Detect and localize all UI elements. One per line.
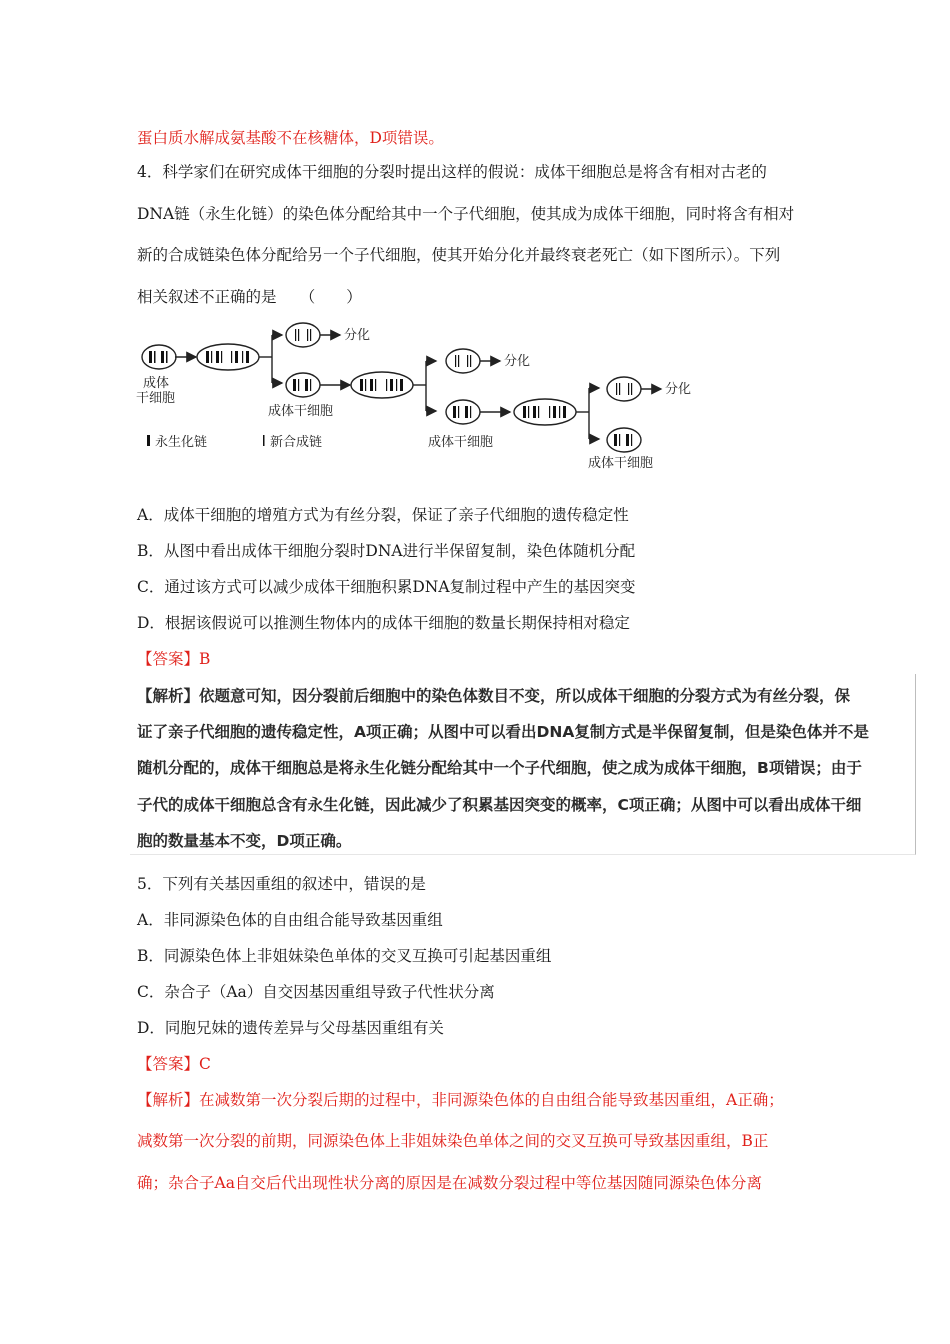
q5-option-b: B．同源染色体上非姐妹染色单体的交叉互换可引起基因重组: [137, 947, 552, 965]
answer-value: C: [199, 1055, 211, 1073]
stem-cell-oval: [142, 345, 176, 369]
label-differentiate: 分化: [665, 382, 692, 397]
q4-answer: [137, 648, 210, 670]
q5-analysis-line: 确；杂合子Aa自交后代出现性状分离的原因是在减数分裂过程中等位基因随同源染色体分离: [137, 1174, 762, 1192]
q4-option-b: B．从图中看出成体干细胞分裂时DNA进行半保留复制，染色体随机分配: [137, 542, 636, 560]
label-stem-cell: 干细胞: [136, 391, 176, 406]
label-stem-cell: 成体干细胞: [268, 404, 334, 419]
q5-option-d: D．同胞兄妹的遗传差异与父母基因重组有关: [137, 1019, 444, 1037]
q4-analysis-line: 随机分配的，成体干细胞总是将永生化链分配给其中一个子代细胞，使之成为成体干细胞，B项错误；由于: [137, 759, 862, 777]
q5-option-a: A．非同源染色体的自由组合能导致基因重组: [137, 911, 443, 929]
label-stem-cell: 成体干细胞: [588, 456, 654, 471]
q5-option-c: C．杂合子（Aa）自交因基因重组导致子代性状分离: [137, 983, 495, 1001]
q4-analysis-line: 胞的数量基本不变，D项正确。: [137, 832, 352, 850]
q4-option-d: D．根据该假说可以推测生物体内的成体干细胞的数量长期保持相对稳定: [137, 614, 630, 632]
q4-analysis-line: 证了亲子代细胞的遗传稳定性，A项正确；从图中可以看出DNA复制方式是半保留复制，但是染色体并不是: [137, 723, 869, 741]
q4-stem-line: 4．科学家们在研究成体干细胞的分裂时提出这样的假说：成体干细胞总是将含有相对古老的: [137, 163, 767, 181]
q5-stem: 5．下列有关基因重组的叙述中，错误的是: [137, 875, 426, 893]
stem-cell-oval: [446, 400, 480, 424]
legend-immortal-strand: 永生化链: [155, 435, 208, 450]
new-strand-legend-icon: [263, 435, 265, 446]
label-stem-cell: 成体干细胞: [428, 435, 494, 450]
label-differentiate: 分化: [504, 354, 531, 369]
q4-stem-line: 相关叙述不正确的是 （ ）: [137, 288, 362, 306]
q5-analysis-line: 【解析】在减数第一次分裂后期的过程中，非同源染色体的自由组合能导致基因重组，A正确；: [137, 1091, 784, 1109]
q4-analysis-line: 【解析】依题意可知，因分裂前后细胞中的染色体数目不变，所以成体干细胞的分裂方式为有丝分裂，保: [137, 687, 851, 705]
answer-label: 【答案】: [137, 650, 200, 668]
q5-analysis-line: 减数第一次分裂的前期，同源染色体上非姐妹染色单体之间的交叉互换可导致基因重组，B正: [137, 1132, 769, 1150]
answer-label: 【答案】: [137, 1055, 200, 1073]
legend-new-strand: 新合成链: [270, 435, 323, 450]
stem-cell-division-diagram: [130, 315, 710, 475]
differentiating-cell-oval: [286, 323, 320, 347]
differentiating-cell-oval: [607, 377, 641, 401]
q4-option-a: A．成体干细胞的增殖方式为有丝分裂，保证了亲子代细胞的遗传稳定性: [137, 506, 629, 524]
q4-stem-line: 新的合成链染色体分配给另一个子代细胞，使其开始分化并最终衰老死亡（如下图所示）。下列: [137, 246, 781, 264]
label-stem-cell: 成体: [143, 376, 170, 391]
label-differentiate: 分化: [344, 328, 371, 343]
stem-cell-oval: [607, 428, 641, 452]
q4-analysis-line: 子代的成体干细胞总含有永生化链，因此减少了积累基因突变的概率，C项正确；从图中可以看出成体干细: [137, 796, 862, 814]
immortal-strand-legend-icon: [147, 435, 150, 446]
answer-value: B: [199, 650, 211, 668]
stem-cell-oval: [286, 373, 320, 397]
q4-analysis-box: [130, 674, 916, 855]
differentiating-cell-oval: [446, 349, 480, 373]
q4-option-c: C．通过该方式可以减少成体干细胞积累DNA复制过程中产生的基因突变: [137, 578, 636, 596]
previous-answer-tail: 蛋白质水解成氨基酸不在核糖体，D项错误。: [137, 129, 444, 147]
q5-answer: [137, 1053, 211, 1075]
q4-stem-line: DNA链（永生化链）的染色体分配给其中一个子代细胞，使其成为成体干细胞，同时将含有相对: [137, 205, 795, 223]
